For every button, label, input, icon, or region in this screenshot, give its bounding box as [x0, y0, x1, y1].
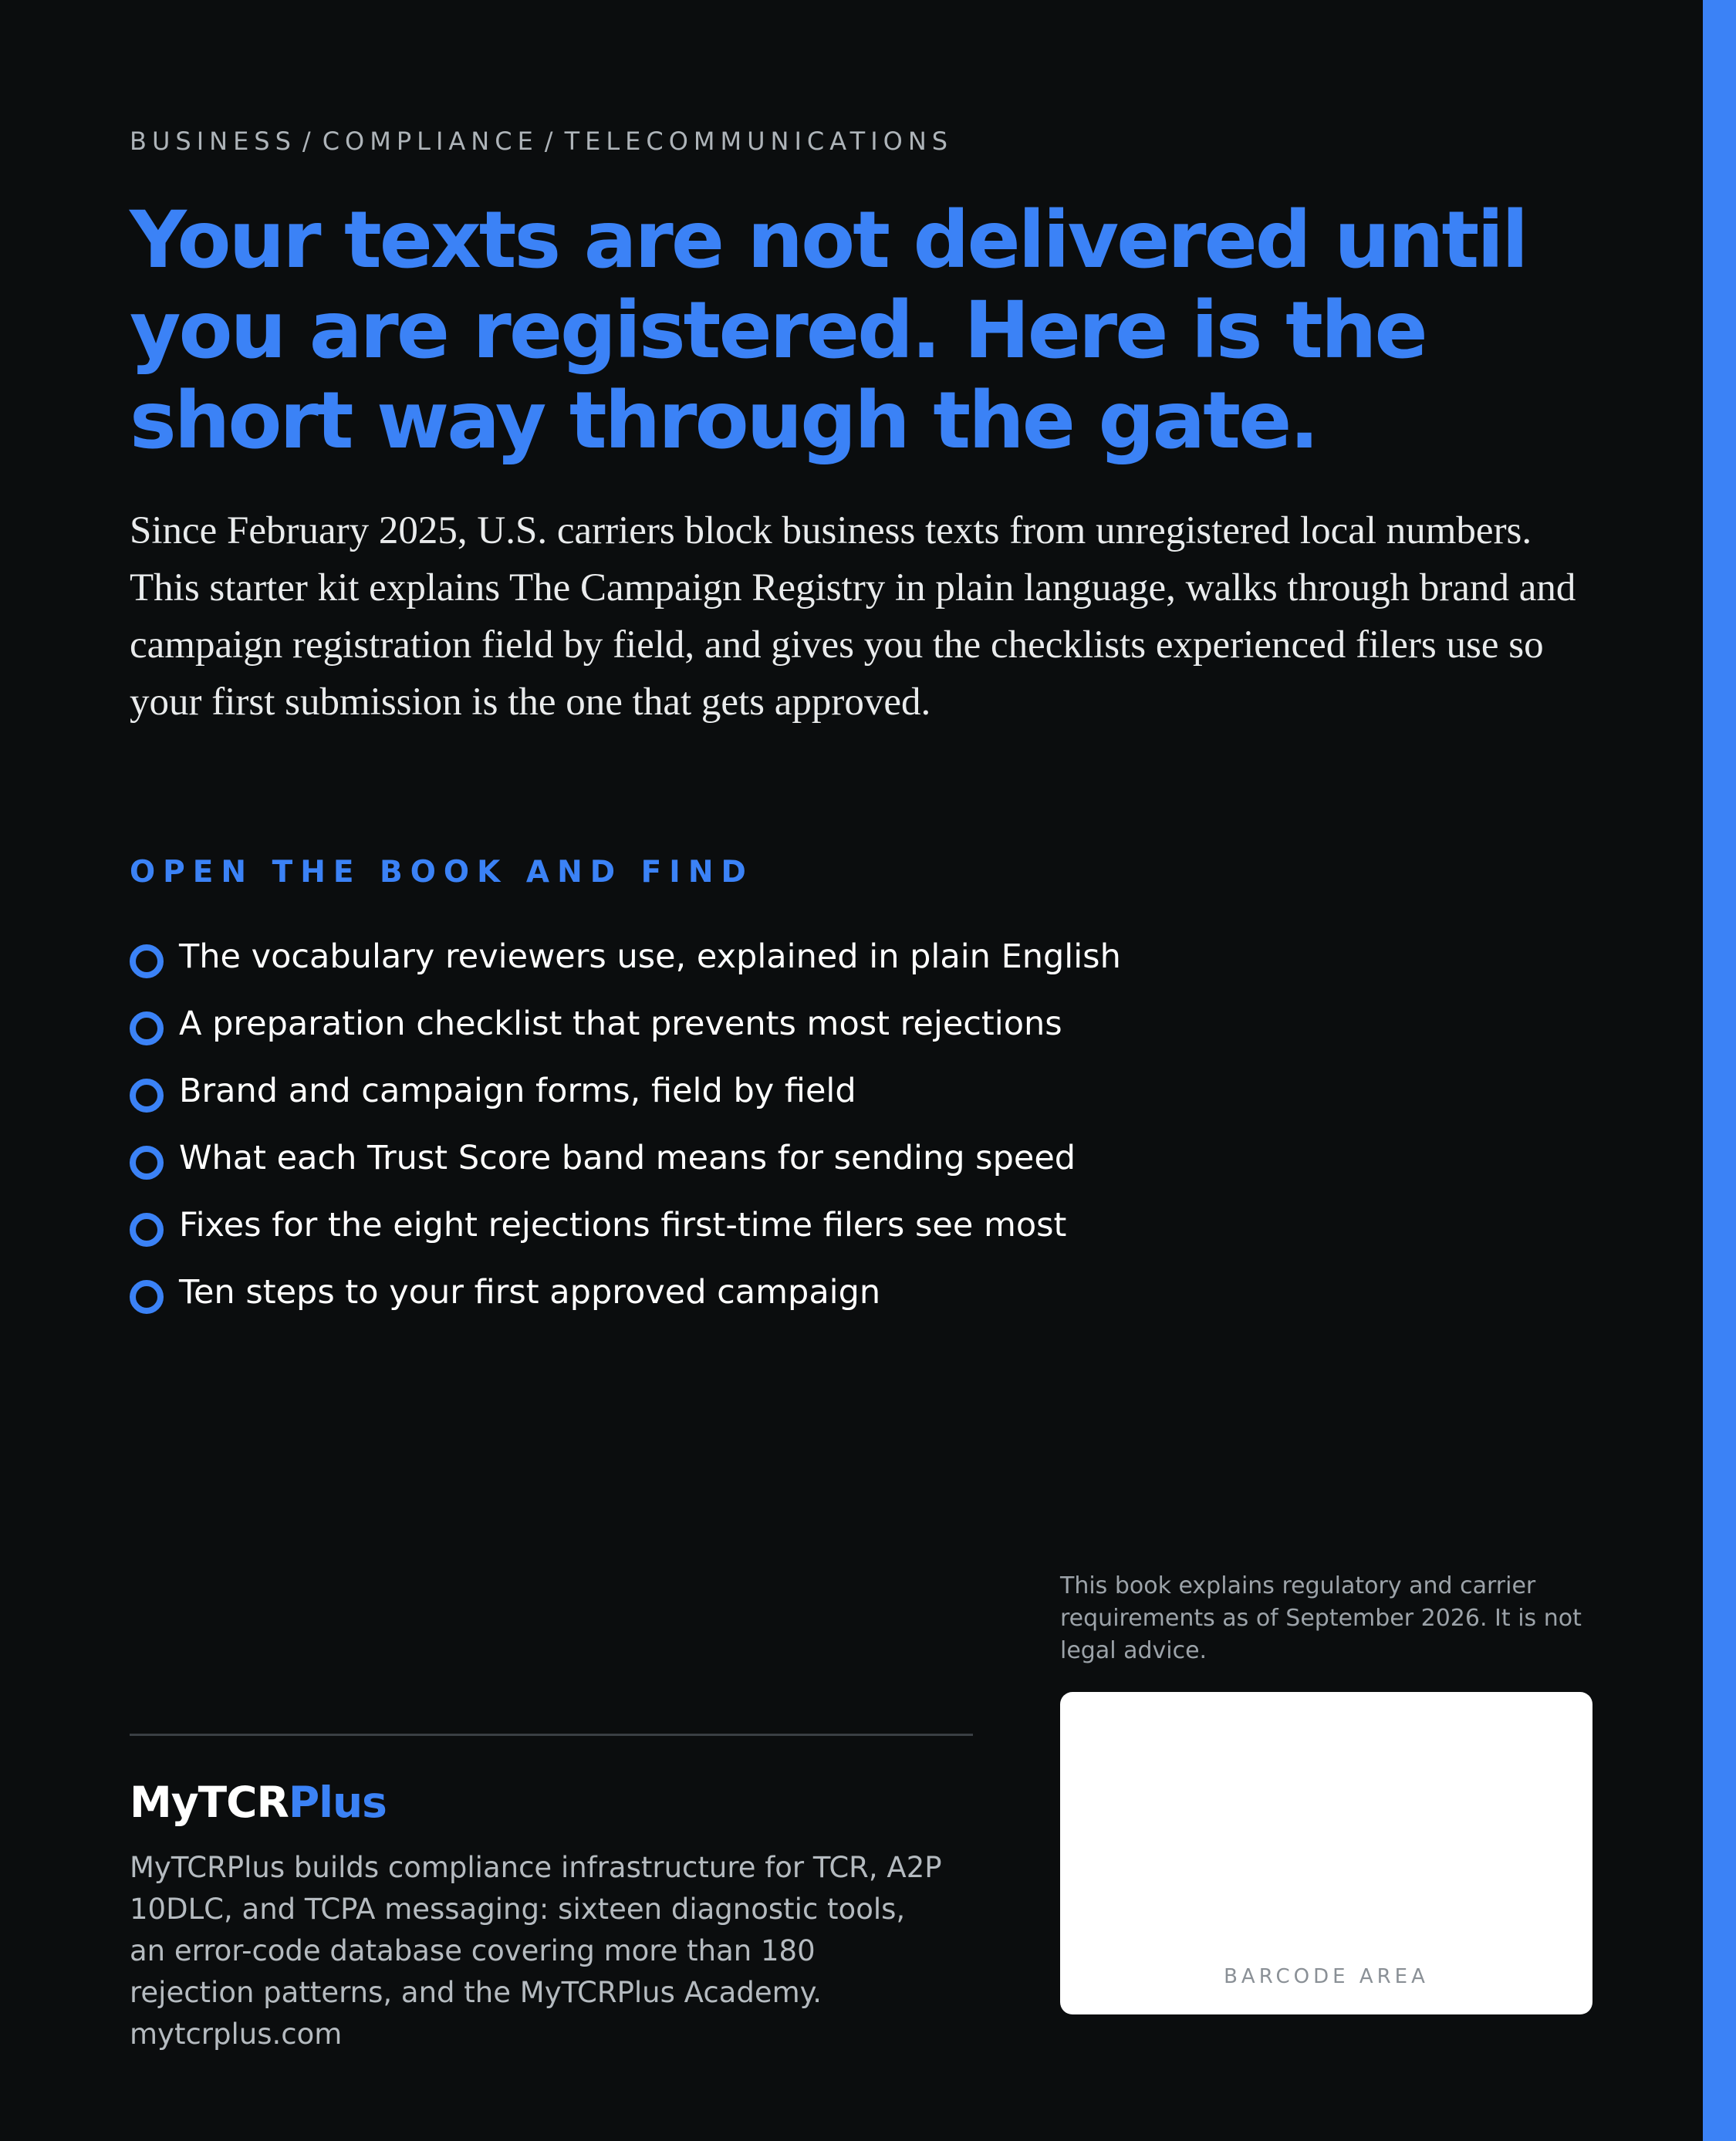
list-item: [130, 990, 1121, 1057]
ring-bullet-icon: [130, 1079, 164, 1113]
right-accent-bar: [1703, 0, 1736, 2141]
list-item-text: Brand and campaign forms, field by field: [179, 1071, 856, 1110]
list-item: [130, 923, 1121, 990]
publisher-logo-main: MyTCR: [130, 1778, 289, 1827]
cover-headline: Your texts are not delivered until you are registered. Here is the short way through the gate.: [130, 194, 1527, 467]
list-item-text: Fixes for the eight rejections first-time filers see most: [179, 1205, 1067, 1244]
barcode-area: [1060, 1692, 1592, 2014]
list-item-text: What each Trust Score band means for sending speed: [179, 1138, 1076, 1177]
footer-divider: [130, 1734, 973, 1736]
publisher-logo: [130, 1778, 387, 1827]
ring-bullet-icon: [130, 1280, 164, 1314]
find-list: [130, 923, 1121, 1325]
breadcrumb-separator: /: [544, 127, 559, 156]
ring-bullet-icon: [130, 944, 164, 978]
list-item-text: Ten steps to your first approved campaign: [179, 1272, 881, 1312]
list-item-text: The vocabulary reviewers use, explained in plain English: [179, 937, 1121, 976]
category-breadcrumb: [130, 127, 953, 156]
barcode-label: BARCODE AREA: [1224, 1965, 1429, 1988]
list-item: [130, 1057, 1121, 1124]
breadcrumb-item-telecommunications: TELECOMMUNICATIONS: [564, 127, 954, 156]
intro-paragraph: Since February 2025, U.S. carriers block business texts from unregistered local numbers. This starter kit explains The Campaign Registry in plain language, walks through brand and campaign registration field by field, and gives you the checklists experienced filers use so your first submission is the one that gets approved.: [130, 509, 1576, 724]
find-section-heading: OPEN THE BOOK AND FIND: [130, 855, 754, 890]
breadcrumb-separator: /: [302, 127, 316, 156]
publisher-description: MyTCRPlus builds compliance infrastructure for TCR, A2P 10DLC, and TCPA messaging: sixteen diagnostic tools, an error-code database covering more than 180 rejection patterns, and the MyTCRPlus Academy. mytcrplus.com: [130, 1851, 942, 2051]
ring-bullet-icon: [130, 1011, 164, 1045]
ring-bullet-icon: [130, 1213, 164, 1247]
list-item: [130, 1258, 1121, 1325]
legal-disclaimer: This book explains regulatory and carrier requirements as of September 2026. It is not legal advice.: [1060, 1572, 1582, 1664]
breadcrumb-item-business: BUSINESS: [130, 127, 296, 156]
breadcrumb-item-compliance: COMPLIANCE: [322, 127, 539, 156]
list-item: [130, 1191, 1121, 1258]
list-item-text: A preparation checklist that prevents most rejections: [179, 1004, 1062, 1043]
list-item: [130, 1124, 1121, 1191]
publisher-logo-accent: Plus: [288, 1778, 387, 1827]
ring-bullet-icon: [130, 1146, 164, 1180]
